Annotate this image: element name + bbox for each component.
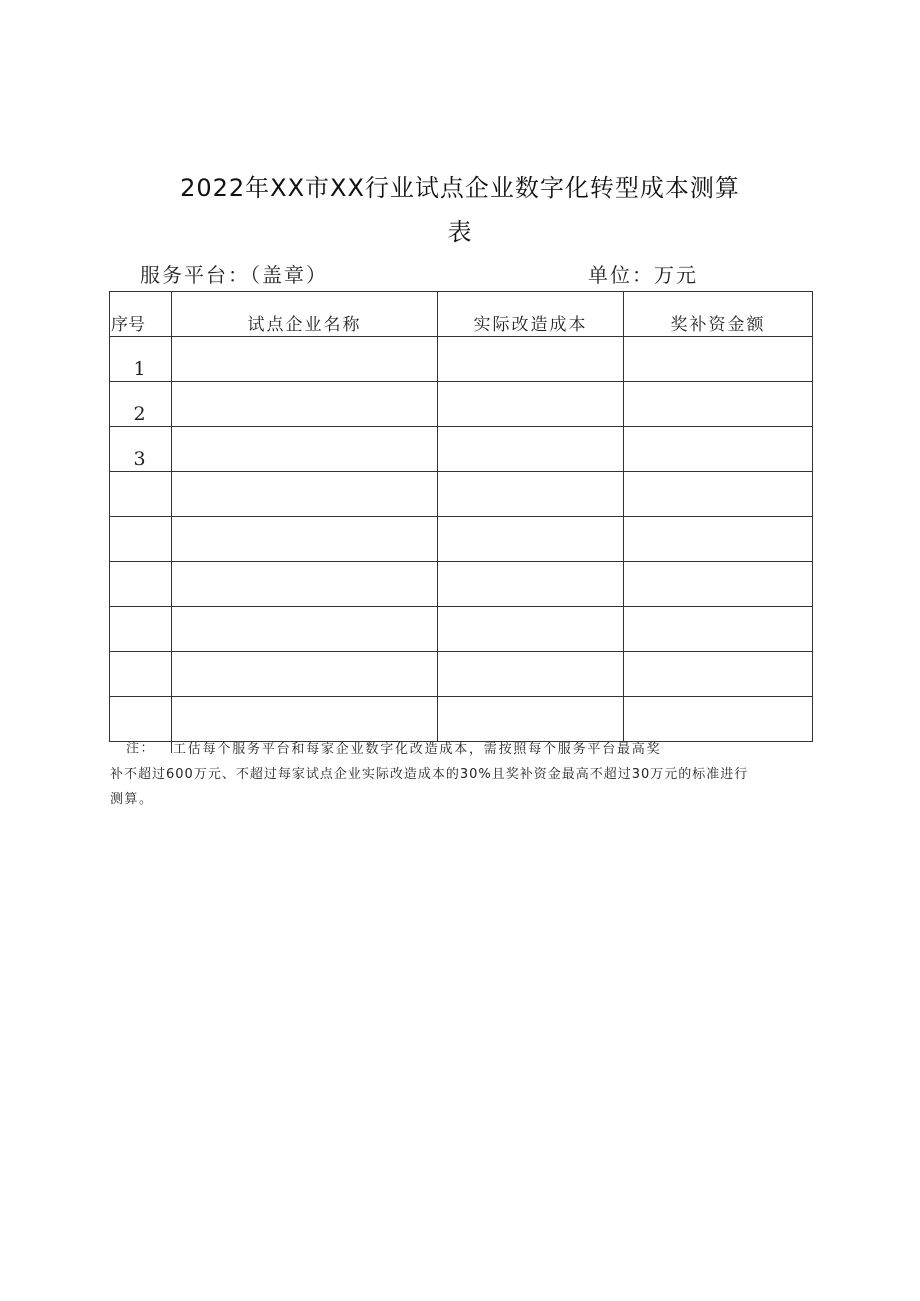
- table-row: [110, 517, 813, 562]
- header-seq: 序号: [110, 292, 172, 337]
- header-enterprise-name: 试点企业名称: [172, 292, 438, 337]
- row-enterprise-name[interactable]: [172, 472, 438, 517]
- row-enterprise-name[interactable]: [172, 562, 438, 607]
- row-actual-cost[interactable]: [438, 382, 624, 427]
- note-divider: [171, 733, 172, 753]
- row-enterprise-name[interactable]: [172, 697, 438, 742]
- row-subsidy-amount[interactable]: [624, 427, 813, 472]
- row-subsidy-amount[interactable]: [624, 607, 813, 652]
- row-actual-cost[interactable]: [438, 607, 624, 652]
- document-title-continuation: 表: [447, 218, 473, 246]
- document-title: 2022年XX市XX行业试点企业数字化转型成本测算: [180, 174, 740, 202]
- table-row: [110, 427, 813, 472]
- table-row: [110, 652, 813, 697]
- note-text-line-2: 补不超过600万元、不超过每家试点企业实际改造成本的30%且奖补资金最高不超过30万元的标准进行: [110, 767, 749, 782]
- table-header-row: [110, 292, 813, 337]
- row-enterprise-name[interactable]: [172, 607, 438, 652]
- row-seq: 1: [110, 337, 172, 382]
- table-row: [110, 607, 813, 652]
- row-subsidy-amount[interactable]: [624, 337, 813, 382]
- row-enterprise-name[interactable]: [172, 382, 438, 427]
- row-seq: [110, 472, 172, 517]
- row-subsidy-amount[interactable]: [624, 697, 813, 742]
- service-platform-label: 服务平台：（盖章）: [140, 263, 328, 287]
- row-enterprise-name[interactable]: [172, 517, 438, 562]
- row-actual-cost[interactable]: [438, 697, 624, 742]
- header-actual-cost: 实际改造成本: [438, 292, 624, 337]
- header-subsidy-amount: 奖补资金额: [624, 292, 813, 337]
- note-label: 注：: [126, 741, 156, 756]
- row-subsidy-amount[interactable]: [624, 382, 813, 427]
- table-row: [110, 382, 813, 427]
- unit-label: 单位：万元: [588, 263, 698, 287]
- note-text-line-3: 测算。: [110, 792, 154, 807]
- row-enterprise-name[interactable]: [172, 337, 438, 382]
- row-actual-cost[interactable]: [438, 337, 624, 382]
- table-row: [110, 562, 813, 607]
- row-seq: [110, 517, 172, 562]
- row-seq: [110, 607, 172, 652]
- table-row: [110, 472, 813, 517]
- row-enterprise-name[interactable]: [172, 427, 438, 472]
- row-seq: 3: [110, 427, 172, 472]
- row-subsidy-amount[interactable]: [624, 652, 813, 697]
- row-actual-cost[interactable]: [438, 472, 624, 517]
- row-subsidy-amount[interactable]: [624, 562, 813, 607]
- cost-estimate-table: [109, 291, 813, 742]
- row-actual-cost[interactable]: [438, 652, 624, 697]
- row-actual-cost[interactable]: [438, 517, 624, 562]
- row-actual-cost[interactable]: [438, 562, 624, 607]
- row-enterprise-name[interactable]: [172, 652, 438, 697]
- note-text-line-1: 工估每个服务平台和每家企业数字化改造成本，需按照每个服务平台最高奖: [173, 742, 662, 757]
- row-subsidy-amount[interactable]: [624, 472, 813, 517]
- table-row: [110, 697, 813, 742]
- row-actual-cost[interactable]: [438, 427, 624, 472]
- row-seq: [110, 562, 172, 607]
- row-seq: 2: [110, 382, 172, 427]
- row-subsidy-amount[interactable]: [624, 517, 813, 562]
- table-row: [110, 337, 813, 382]
- row-seq: [110, 697, 172, 742]
- row-seq: [110, 652, 172, 697]
